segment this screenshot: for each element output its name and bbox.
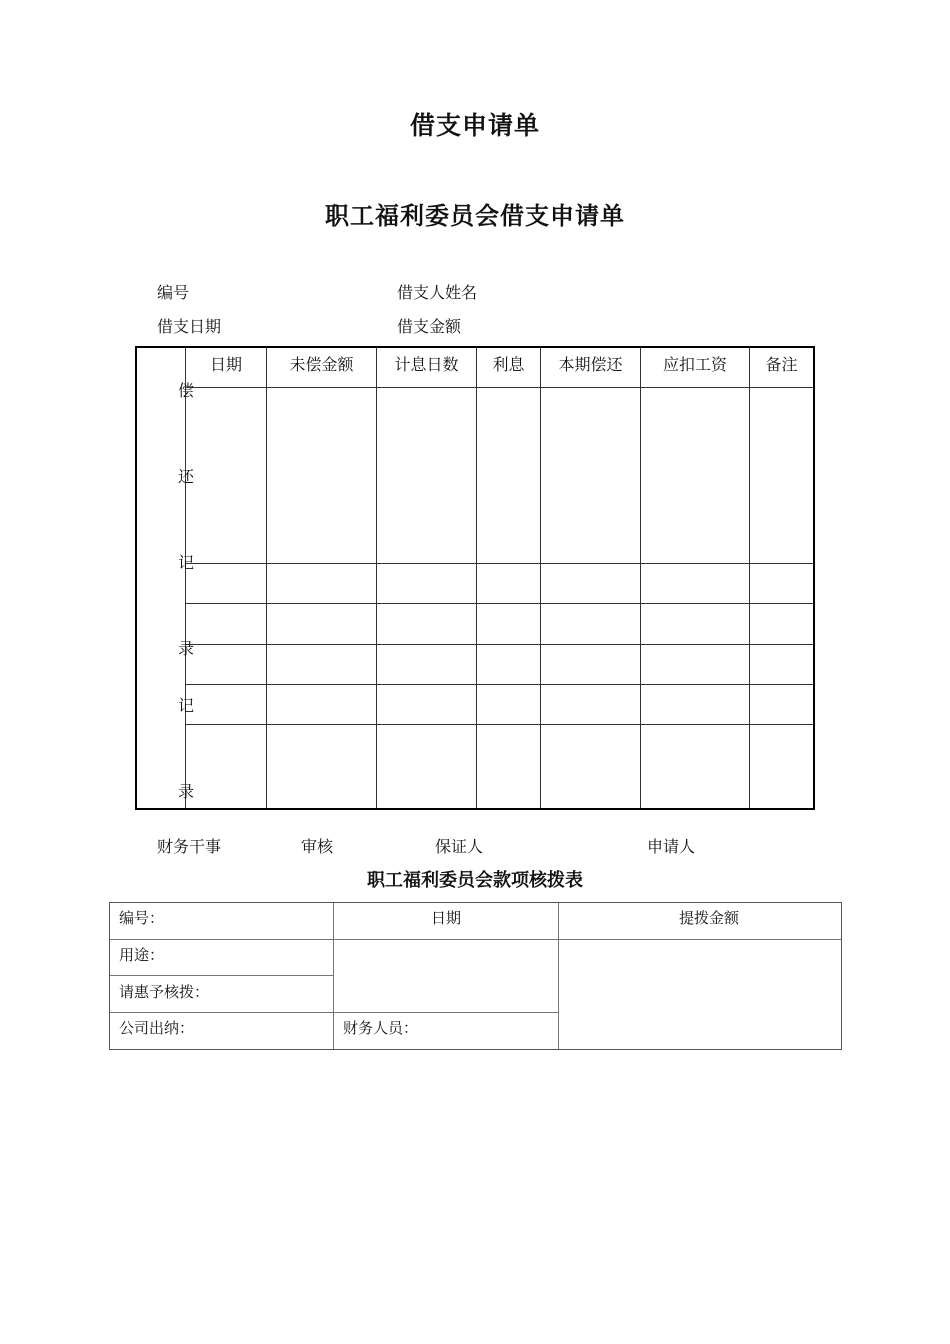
disb-cashier-label: 公司出纳：: [119, 1019, 195, 1037]
side-label-char: 偿: [178, 381, 195, 400]
side-label-char: 记: [178, 553, 195, 572]
disb-finance-staff-label: 财务人员：: [343, 1019, 419, 1037]
col-header-remarks: 备注: [765, 355, 798, 374]
disb-number-label: 编号：: [119, 909, 165, 927]
guarantor-label: 保证人: [435, 837, 484, 856]
review-label: 审核: [301, 837, 334, 856]
table-row-line: [110, 939, 841, 940]
table-row-line: [185, 387, 813, 388]
side-label-char: 记: [178, 696, 195, 715]
document-title: 借支申请单: [409, 111, 540, 140]
applicant-label: 申请人: [647, 837, 696, 856]
table-row-line: [110, 975, 334, 976]
form-subtitle: 职工福利委员会借支申请单: [325, 201, 625, 230]
table-divider: [540, 348, 541, 808]
col-header-date: 日期: [209, 355, 242, 374]
col-header-current-repayment: 本期偿还: [558, 355, 623, 374]
borrow-date-label: 借支日期: [157, 317, 222, 336]
finance-officer-label: 财务干事: [157, 837, 222, 856]
table-row-line: [185, 563, 813, 564]
table-row-line: [110, 1012, 559, 1013]
disb-amount-label: 提拨金额: [678, 909, 739, 927]
side-label-char: 录: [178, 782, 195, 801]
col-header-payroll-deduction: 应扣工资: [662, 355, 727, 374]
table-divider: [640, 348, 641, 808]
disb-purpose-label: 用途：: [119, 946, 165, 964]
side-label-char: 还: [178, 467, 195, 486]
table-divider: [266, 348, 267, 808]
table-divider: [476, 348, 477, 808]
borrower-name-label: 借支人姓名: [397, 283, 478, 302]
table-row-line: [185, 603, 813, 604]
disb-date-label: 日期: [430, 909, 461, 927]
col-header-outstanding: 未偿金额: [289, 355, 354, 374]
table-divider: [185, 348, 186, 808]
repayment-record-table: [135, 346, 815, 810]
disbursement-title: 职工福利委员会款项核拨表: [367, 870, 583, 891]
col-header-interest: 利息: [492, 355, 525, 374]
table-row-line: [185, 724, 813, 725]
side-label-char: 录: [178, 639, 195, 658]
table-divider: [376, 348, 377, 808]
borrow-amount-label: 借支金额: [397, 317, 462, 336]
col-header-interest-days: 计息日数: [394, 355, 459, 374]
disb-request-label: 请惠予核拨：: [119, 983, 210, 1001]
number-label: 编号: [157, 283, 190, 302]
table-row-line: [185, 644, 813, 645]
table-row-line: [185, 684, 813, 685]
table-divider: [749, 348, 750, 808]
